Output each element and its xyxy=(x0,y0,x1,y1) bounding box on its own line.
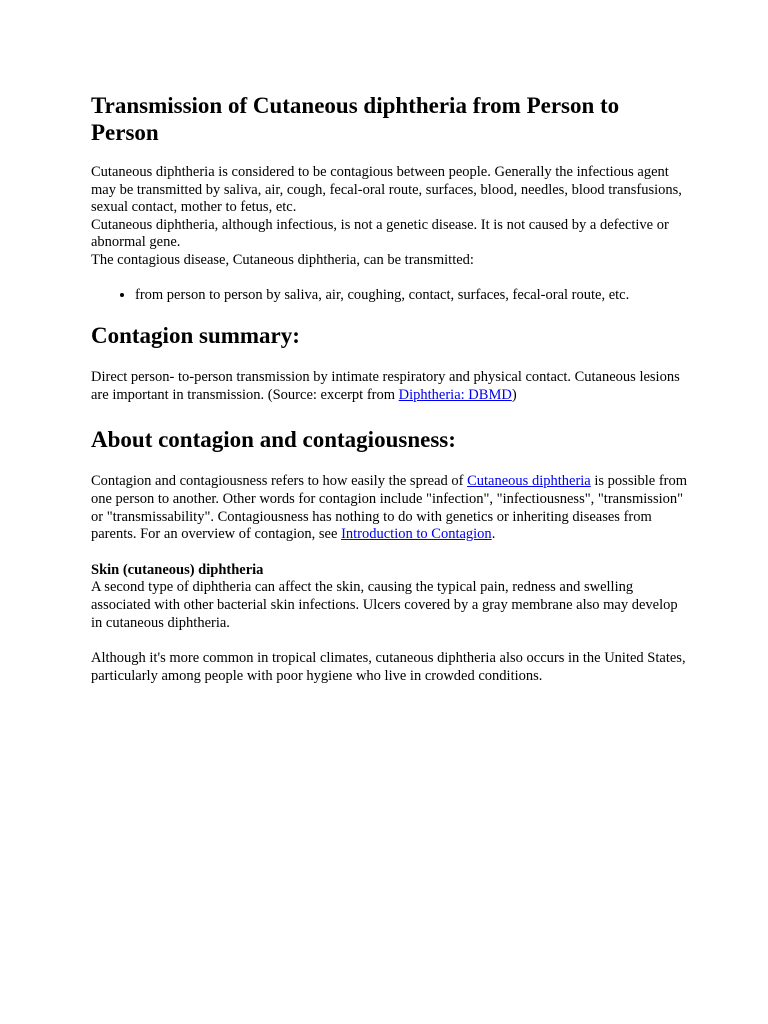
intro-paragraph-1: Cutaneous diphtheria is considered to be contagious between people. Generally the infectious agent may be transmitted by saliva, air, cough, fecal-oral route, surfaces, blood, needles, blood transfusions, sexual contact, mother to fetus, etc. xyxy=(91,164,682,216)
intro-paragraph-2: Cutaneous diphtheria, although infectious, is not a genetic disease. It is not caused by a defective or abnormal gene. xyxy=(91,216,669,251)
diphtheria-dbmd-link[interactable]: Diphtheria: DBMD xyxy=(398,386,512,403)
about-contagion-heading: About contagion and contagiousness: xyxy=(91,427,456,453)
contagion-summary-closing: ) xyxy=(511,386,517,403)
contagion-summary-heading: Contagion summary: xyxy=(91,323,300,349)
introduction-to-contagion-link[interactable]: Introduction to Contagion xyxy=(341,526,492,543)
skin-section-text-1: A second type of diphtheria can affect the skin, causing the typical pain, redness and swelling associated with other bacterial skin infections. Ulcers covered by a gray membrane also may develop in cutaneous diphtheria. xyxy=(91,579,678,631)
page-title: Transmission of Cutaneous diphtheria from Person to Person xyxy=(91,93,620,145)
skin-diphtheria-subheading: Skin (cutaneous) diphtheria xyxy=(91,561,264,578)
about-contagion-text-2: is possible from one person to another. Other words for contagion include "infection", "infectiousness", "transmission" or "transmissability". Contagiousness has nothing to do with genetics or inheriting diseases from parents. For an overview of contagion, see xyxy=(91,473,688,543)
document-page xyxy=(91,92,691,685)
about-contagion-paragraph xyxy=(91,473,691,543)
list-item: • from person to person by saliva, air, coughing, contact, surfaces, fecal-oral route, etc. xyxy=(135,287,691,305)
about-contagion-text-3: . xyxy=(491,526,496,543)
contagion-summary-paragraph xyxy=(91,369,691,404)
about-contagion-text-1: Contagion and contagiousness refers to how easily the spread of xyxy=(91,473,468,490)
transmission-list xyxy=(91,287,691,305)
cutaneous-diphtheria-link[interactable]: Cutaneous diphtheria xyxy=(467,473,591,490)
intro-paragraph-3: The contagious disease, Cutaneous diphtheria, can be transmitted: xyxy=(91,251,474,268)
skin-section-paragraph-1 xyxy=(91,562,691,632)
contagion-summary-text: Direct person- to-person transmission by intimate respiratory and physical contact. Cutaneous lesions are important in transmission. (Source: excerpt from xyxy=(91,369,680,403)
skin-section-paragraph-2: Although it's more common in tropical climates, cutaneous diphtheria also occurs in the United States, particularly among people with poor hygiene who live in crowded conditions. xyxy=(91,650,686,684)
